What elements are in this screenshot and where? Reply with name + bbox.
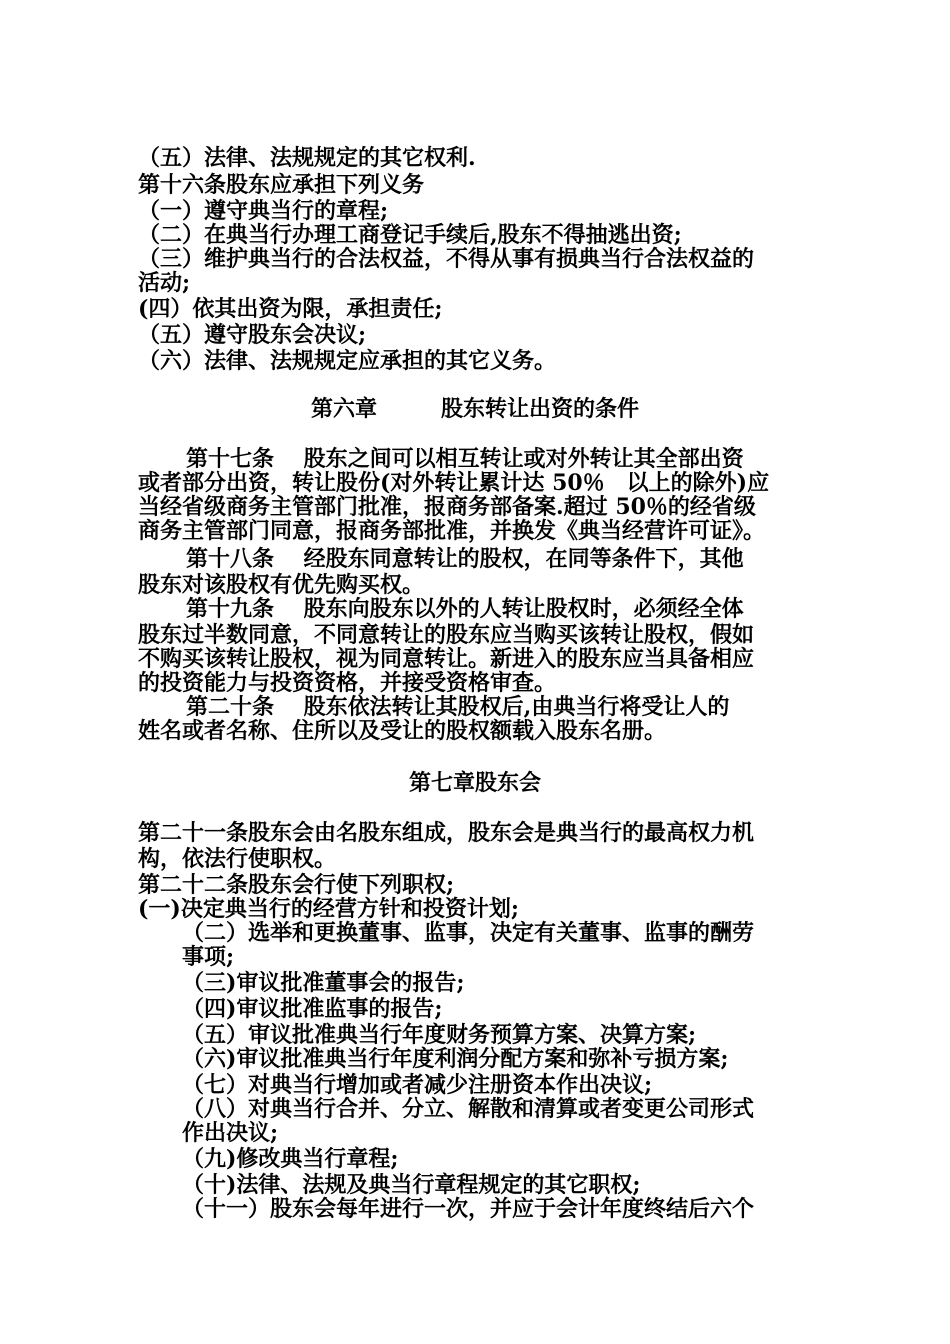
text-line: 构，依法行使职权。 [138,846,337,872]
text-line: （五）法律、法规规定的其它权利. [138,145,476,171]
text-line: 的投资能力与投资资格，并接受资格审查。 [138,670,557,696]
chapter-6-heading [0,396,950,422]
text-line: 当经省级商务主管部门批准，报商务部备案.超过 50％的经省级 [138,494,756,520]
text-line: 姓名或者名称、住所以及受让的股权额载入股东名册。 [138,718,667,744]
text-line: （十一）股东会每年进行一次，并应于会计年度终结后六个 [182,1196,755,1222]
article-21: 第二十一条股东会由名股东组成，股东会是典当行的最高权力机 [138,820,755,846]
chapter-7-heading: 第七章股东会 [408,770,541,796]
article-18: 第十八条 经股东同意转让的股权，在同等条件下，其他 [186,546,744,572]
text-line: 不购买该转让股权，视为同意转让。新进入的股东应当具备相应 [138,646,755,672]
text-line: （三）维护典当行的合法权益，不得从事有损典当行合法权益的 [138,246,755,272]
article-20: 第二十条 股东依法转让其股权后,由典当行将受让人的 [186,694,730,720]
text-line: （二）选举和更换董事、监事，决定有关董事、监事的酬劳 [182,920,755,946]
text-line: （十)法律、法规及典当行章程规定的其它职权; [182,1172,641,1198]
text-line: （五）遵守股东会决议; [138,322,367,348]
article-22: 第二十二条股东会行使下列职权; [138,872,455,898]
chapter-6-title: 股东转让出资的条件 [441,396,640,422]
text-line: （五）审议批准典当行年度财务预算方案、决算方案; [182,1022,697,1048]
text-line: 事项; [182,944,235,970]
text-line: 作出决议; [182,1120,279,1146]
text-line: 股东过半数同意，不同意转让的股东应当购买该转让股权，假如 [138,622,755,648]
text-line: （三)审议批准董事会的报告; [182,970,465,996]
text-line: (四）依其出资为限，承担责任; [138,296,443,322]
text-line: （二）在典当行办理工商登记手续后,股东不得抽逃出资; [138,222,682,248]
chapter-6-label: 第六章 [310,396,377,422]
text-line: 商务主管部门同意，报商务部批准，并换发《典当经营许可证》。 [138,518,766,544]
text-line: （六）法律、法规规定应承担的其它义务。 [138,348,557,374]
article-19: 第十九条 股东向股东以外的人转让股权时，必须经全体 [186,596,744,622]
text-line: （九)修改典当行章程; [182,1146,399,1172]
text-line: （六)审议批准典当行年度利润分配方案和弥补亏损方案; [182,1046,729,1072]
text-line: 活动; [138,270,191,296]
text-line: （四)审议批准监事的报告; [182,996,443,1022]
text-line: 或者部分出资，转让股份(对外转让累计达 50％ 以上的除外)应 [138,470,770,496]
article-16: 第十六条股东应承担下列义务 [138,172,425,198]
text-line: （七）对典当行增加或者减少注册资本作出决议; [182,1072,653,1098]
text-line: (一)决定典当行的经营方针和投资计划; [138,896,519,922]
text-line: （一）遵守典当行的章程; [138,198,389,224]
article-17: 第十七条 股东之间可以相互转让或对外转让其全部出资 [186,446,744,472]
text-line: （八）对典当行合并、分立、解散和清算或者变更公司形式 [182,1096,755,1122]
text-line: 股东对该股权有优先购买权。 [138,572,425,598]
